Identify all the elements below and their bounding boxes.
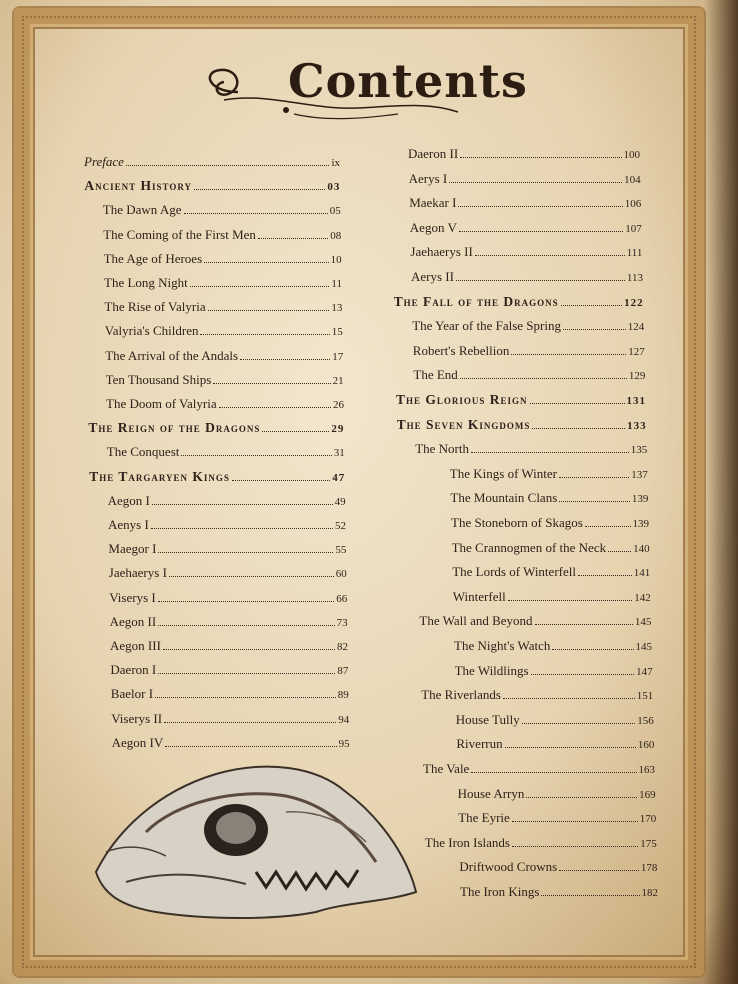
toc-entry-page: 47 [332,471,346,484]
toc-entry [459,859,657,875]
toc-entry [105,348,343,364]
toc-entry-page: 26 [333,399,344,411]
toc-entry [455,663,653,679]
dot-leader [458,206,622,207]
toc-entry-page: ix [331,157,340,169]
toc-entry-page: 89 [337,689,349,702]
toc-entry-label: The Iron Islands [424,834,510,850]
toc-entry [415,441,647,457]
dot-leader [585,526,631,527]
toc-entry-page: 05 [329,205,341,218]
toc-entry-label: Aegon I [107,492,150,508]
toc-entry [105,323,343,339]
toc-entry-label: The North [415,441,469,457]
dot-leader [164,722,336,723]
toc-entry-label: Viserys I [109,589,156,605]
dot-leader [512,821,638,822]
toc-entry [108,517,346,533]
dot-leader [578,575,632,576]
toc-entry [104,251,342,267]
dot-leader [460,157,621,158]
toc-entry-page: 13 [331,302,343,315]
toc-entry [456,712,654,728]
toc-entry-label: The Eyrie [458,810,510,826]
toc-entry-label: Viserys II [111,710,163,726]
dot-leader [530,403,625,404]
toc-entry-page: 147 [636,665,653,678]
toc-entry-label: Driftwood Crowns [459,859,558,875]
toc-entry-page: 82 [337,641,348,653]
toc-entry-label: Preface [84,154,124,169]
toc-entry-label: The Conquest [106,444,180,460]
dot-leader [508,600,633,601]
toc-entry-label: The Vale [423,761,470,776]
toc-entry-page: 15 [331,326,343,339]
dot-leader [158,601,334,602]
toc-entry [410,220,642,236]
dot-leader [552,649,633,650]
toc-entry-page: 31 [333,447,345,460]
toc-entry-page: 60 [335,568,347,581]
toc-entry-page: 124 [627,321,645,334]
toc-entry [452,564,650,580]
toc-entry-page: 145 [634,616,652,629]
toc-entry [421,687,653,703]
toc-entry-page: 127 [628,345,645,358]
dot-leader [459,231,623,232]
toc-entry-page: 122 [624,296,644,309]
toc-entry-page: 17 [332,350,344,363]
toc-entry-label: The Year of the False Spring [412,318,561,334]
dot-leader [456,280,625,281]
dot-leader [152,504,333,505]
dot-leader [258,238,328,239]
dot-leader [240,359,330,360]
dot-leader [559,870,639,871]
toc-entry [454,638,652,654]
toc-entry-label: The Targaryen Kings [89,468,230,484]
toc-entry [425,835,657,851]
page-title: Contents [288,54,528,108]
toc-entry-page: 135 [630,444,648,457]
dot-leader [526,797,637,798]
toc-entry-page: 133 [627,419,647,432]
dot-leader [471,452,629,453]
toc-entry [110,662,348,678]
toc-entry-label: The Fall of the Dragons [393,293,559,309]
toc-entry [108,493,346,509]
toc-entry-label: Ten Thousand Ships [105,371,212,387]
dot-leader [219,407,331,408]
toc-entry [396,392,646,408]
toc-entry [109,590,347,606]
toc-entry [460,884,658,900]
toc-entry [411,269,643,285]
toc-entry-label: The Wall and Beyond [419,613,533,629]
toc-entry-label: Aegon IV [111,734,164,750]
toc-entry [108,541,346,557]
toc-entry-label: House Arryn [457,785,525,801]
toc-entry [103,227,341,243]
toc-entry-page: 95 [338,737,350,750]
dot-leader [163,649,335,650]
toc-entry-label: Aerys II [411,269,454,284]
toc-entry-label: The Iron Kings [460,884,540,899]
toc-entry-label: The Stoneborn of Skagos [451,515,583,530]
toc-entry-label: The Crannogmen of the Neck [451,539,607,555]
toc-entry [412,318,644,334]
toc-entry-page: 170 [639,813,657,826]
toc-entry-label: Winterfell [452,588,506,604]
toc-entry-label: Aenys I [108,517,149,532]
toc-entry-page: 169 [639,788,656,801]
toc-entry [84,154,340,170]
toc-entry [110,614,348,630]
dot-leader [559,501,630,502]
toc-entry-page: 182 [641,887,658,899]
toc-entry-page: 178 [640,862,658,875]
dot-leader [511,354,626,355]
toc-entry-page: 131 [626,395,646,407]
toc-entry [106,372,344,388]
dot-leader [155,697,336,698]
toc-entry-label: Aegon V [409,219,457,235]
toc-entry [111,711,349,727]
toc-entry-page: 163 [638,764,655,776]
toc-entry-page: 160 [637,739,655,752]
toc-entry-label: Aerys I [408,170,448,186]
toc-entry-label: Aegon II [109,613,157,629]
dot-leader [184,213,328,214]
toc-entry [107,444,345,460]
toc-entry-page: 104 [624,173,641,186]
dot-leader [165,746,336,747]
toc-entry-label: The Age of Heroes [103,250,203,266]
toc-entry [450,490,648,506]
toc-entry-label: The Kings of Winter [449,465,557,481]
toc-entry [456,736,654,752]
toc-entry-label: The End [413,367,458,383]
toc-entry-page: 106 [624,198,642,211]
toc-entry [112,735,350,751]
dot-leader [158,625,334,626]
dot-leader [126,165,329,166]
toc-entry [413,367,645,383]
dot-leader [522,723,636,724]
toc-entry [394,294,644,310]
toc-entry-page: 111 [626,247,643,260]
toc-entry-label: The Night's Watch [454,638,551,653]
toc-entry-label: Daeron II [408,146,459,161]
dot-leader [158,552,333,553]
dot-leader [213,383,330,384]
toc-entry-label: Jaehaerys II [410,244,473,260]
toc-entry [106,396,344,412]
toc-entry [111,686,349,702]
toc-entry-label: The Long Night [104,275,188,290]
toc-entry [451,515,649,531]
toc-entry-label: The Seven Kingdoms [396,416,531,432]
dot-leader [204,262,328,263]
toc-entry-page: 49 [334,495,346,508]
toc-entry [89,469,345,485]
toc-entry [458,810,656,826]
toc-entry-label: Jaehaerys I [108,565,167,581]
toc-entry [409,171,641,187]
toc-entry [452,540,650,556]
dot-leader [503,698,635,699]
toc-entry-label: House Tully [455,711,520,727]
toc-entry-page: 03 [327,181,341,194]
toc-entry-page: 100 [623,149,640,161]
dot-leader [262,431,329,432]
dot-leader [194,189,325,190]
dot-leader [181,455,331,456]
toc-entry [410,244,642,260]
dot-leader [563,329,626,330]
toc-entry-page: 55 [335,544,347,557]
dragon-skull-illustration [86,752,426,922]
toc-entry-page: 156 [637,714,654,727]
toc-entry-label: The Lords of Winterfell [452,564,576,580]
toc-entry-label: Aegon III [110,638,161,653]
toc-entry-label: The Mountain Clans [450,490,558,506]
toc-entry-page: 29 [331,423,345,436]
toc-entry-label: Robert's Rebellion [412,342,510,358]
toc-entry-page: 113 [626,272,643,284]
toc-entry-page: 08 [330,229,342,242]
toc-entry [453,589,651,605]
toc-entry-label: Maegor I [108,541,157,557]
toc-entry [419,613,651,629]
dot-leader [190,286,330,287]
toc-entry-label: The Coming of the First Men [103,226,256,242]
toc-entry-page: 151 [636,690,654,703]
page-edge-shadow [704,0,738,984]
toc-entry-label: The Reign of the Dragons [88,420,261,436]
toc-entry-label: The Glorious Reign [396,392,528,407]
dot-leader [169,576,334,577]
toc-entry [104,275,342,291]
toc-entry-page: 139 [632,518,649,530]
toc-entry-label: Riverrun [456,736,503,752]
toc-entry-page: 87 [337,665,349,678]
toc-entry-page: 129 [628,370,646,383]
dot-leader [158,673,335,674]
toc-entry-page: 94 [338,713,350,726]
toc-entry-label: Ancient History [84,178,193,194]
dot-leader [541,895,639,896]
toc-entry [408,146,640,162]
toc-entry [450,466,648,482]
dot-leader [535,624,633,625]
toc-entry-label: The Wildlings [454,662,529,678]
toc-entry [110,638,348,654]
dot-leader [531,674,635,675]
dot-leader [151,528,333,529]
toc-entry-label: The Doom of Valyria [106,396,217,411]
toc-entry-label: Baelor I [110,686,154,702]
dot-leader [200,334,329,335]
toc-entry [104,299,342,315]
dot-leader [460,378,627,379]
toc-entry-page: 10 [330,253,342,266]
toc-entry-page: 73 [336,616,348,629]
toc-entry [88,420,344,436]
contents-heading [198,52,528,122]
dot-leader [475,255,625,256]
toc-entry-page: 66 [336,592,348,605]
toc-entry-page: 145 [635,641,652,653]
toc-entry-label: Valyria's Children [104,323,199,339]
toc-entry-label: The Riverlands [421,687,501,703]
toc-entry [458,786,656,802]
toc-entry-page: 142 [634,591,651,604]
dot-leader [232,480,330,481]
toc-entry [413,343,645,359]
dot-leader [561,305,622,306]
dot-leader [512,846,638,847]
toc-entry [103,202,341,218]
toc-entry-label: The Dawn Age [102,202,182,218]
toc-entry-page: 11 [331,278,342,290]
toc-entry-label: Maekar I [409,195,457,211]
dot-leader [532,428,625,429]
toc-entry-page: 175 [640,837,657,850]
toc-entry [423,761,655,777]
toc-entry-label: The Rise of Valyria [104,299,206,315]
dot-leader [608,551,631,552]
dot-leader [208,310,330,311]
toc-entry [409,195,641,211]
toc-entry-label: Daeron I [110,662,157,678]
toc-entry-page: 107 [625,222,642,235]
toc-entry-page: 140 [633,542,650,555]
toc-entry-label: The Arrival of the Andals [105,347,239,363]
dot-leader [471,772,636,773]
toc-entry-page: 141 [633,567,651,580]
toc-entry [109,565,347,581]
toc-entry-page: 21 [332,374,344,387]
toc-entry-page: 139 [631,493,649,506]
dot-leader [559,477,629,478]
toc-entry [397,417,647,433]
toc-entry-page: 137 [631,468,648,481]
toc-entry [84,178,340,194]
dot-leader [505,747,636,748]
toc-entry-page: 52 [335,520,346,532]
dot-leader [449,182,622,183]
